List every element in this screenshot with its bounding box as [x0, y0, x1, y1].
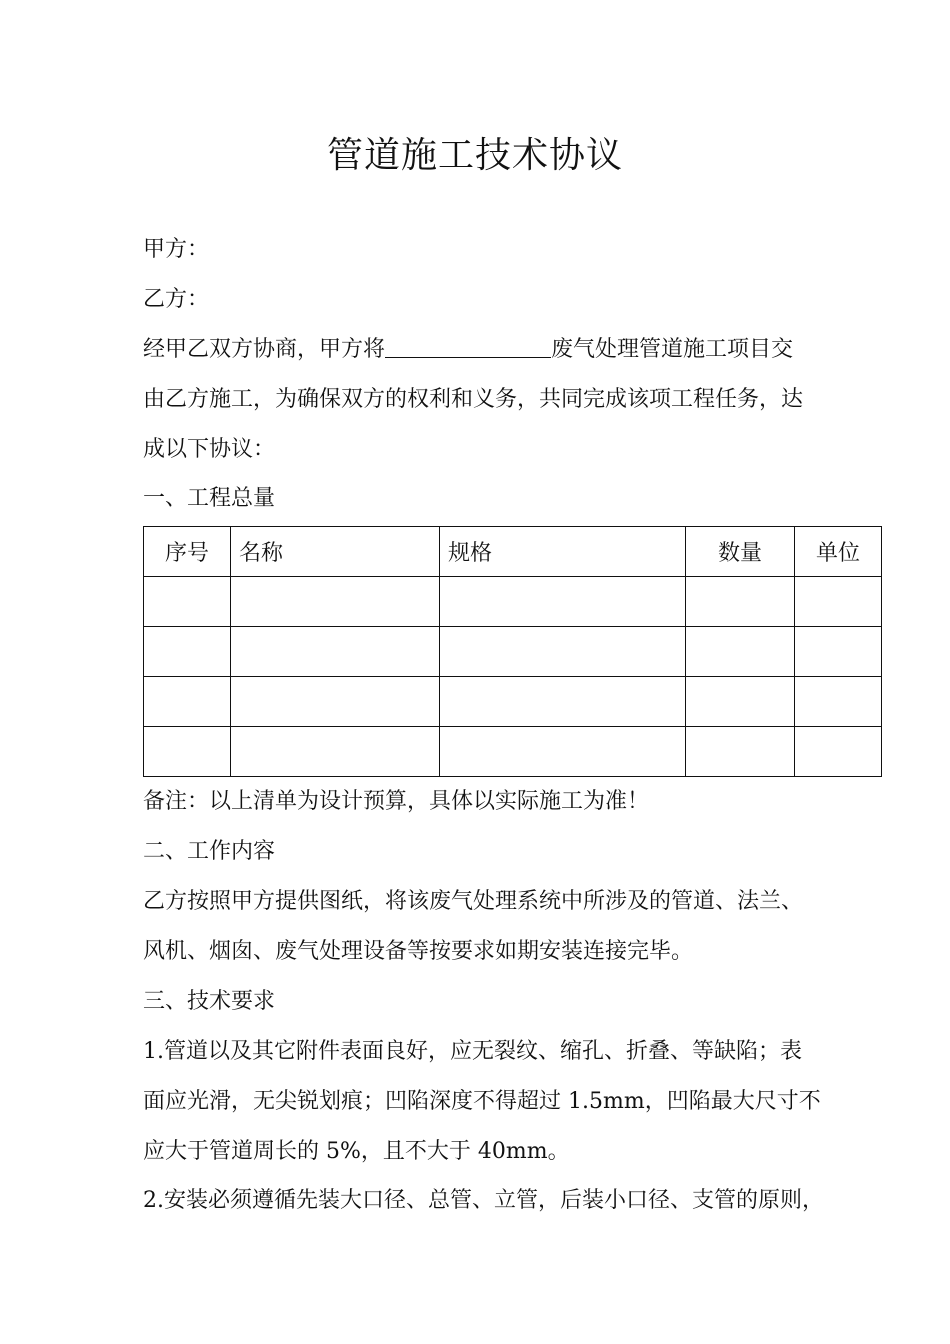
section-2-line-1: 乙方按照甲方提供图纸，将该废气处理系统中所涉及的管道、法兰、 [143, 889, 804, 914]
table-cell [795, 627, 882, 677]
table-note: 备注：以上清单为设计预算，具体以实际施工为准！ [143, 789, 650, 814]
table-cell [440, 627, 686, 677]
column-header-name: 名称 [231, 527, 440, 577]
table-row [144, 727, 882, 777]
column-header-spec: 规格 [440, 527, 686, 577]
party-b-label: 乙方： [143, 287, 210, 312]
table-cell [686, 627, 795, 677]
table-row [144, 577, 882, 627]
table-cell [231, 627, 440, 677]
section-1-heading: 一、工程总量 [143, 486, 276, 511]
table-cell [440, 577, 686, 627]
table-cell [231, 577, 440, 627]
table-cell [686, 577, 795, 627]
table-cell [795, 577, 882, 627]
table-cell [144, 577, 231, 627]
section-2-heading: 二、工作内容 [143, 839, 276, 864]
column-header-index: 序号 [144, 527, 231, 577]
table-cell [231, 677, 440, 727]
table-cell [144, 627, 231, 677]
section-2-line-2: 风机、烟囱、废气处理设备等按要求如期安装连接完毕。 [143, 939, 694, 964]
intro-line-2: 由乙方施工，为确保双方的权利和义务，共同完成该项工程任务，达 [143, 387, 804, 412]
requirement-2-line-1: 2.安装必须遵循先装大口径、总管、立管，后装小口径、支管的原则， [143, 1188, 824, 1213]
column-header-unit: 单位 [795, 527, 882, 577]
party-a-label: 甲方： [143, 237, 210, 262]
table-cell [686, 727, 795, 777]
intro-line-1-before: 经甲乙双方协商，甲方将 [143, 337, 386, 362]
document-title: 管道施工技术协议 [326, 135, 623, 176]
project-name-blank [385, 335, 551, 358]
intro-line-3: 成以下协议： [143, 437, 276, 462]
section-3-heading: 三、技术要求 [143, 989, 276, 1014]
table-cell [231, 727, 440, 777]
table-cell [795, 727, 882, 777]
requirement-1-line-2: 面应光滑，无尖锐划痕；凹陷深度不得超过 1.5mm，凹陷最大尺寸不 [143, 1089, 821, 1114]
table-cell [144, 727, 231, 777]
table-cell [686, 677, 795, 727]
intro-line-1 [143, 334, 823, 366]
table-cell [795, 677, 882, 727]
quantity-table [143, 526, 882, 777]
table-cell [440, 727, 686, 777]
table-row [144, 677, 882, 727]
requirement-1-line-3: 应大于管道周长的 5%，且不大于 40mm。 [143, 1139, 570, 1164]
table-cell [144, 677, 231, 727]
table-header-row [144, 527, 882, 577]
table-cell [440, 677, 686, 727]
table-row [144, 627, 882, 677]
intro-line-1-after: 废气处理管道施工项目交 [551, 337, 794, 362]
column-header-quantity: 数量 [686, 527, 795, 577]
requirement-1-line-1: 1.管道以及其它附件表面良好，应无裂纹、缩孔、折叠、等缺陷；表 [143, 1039, 802, 1064]
